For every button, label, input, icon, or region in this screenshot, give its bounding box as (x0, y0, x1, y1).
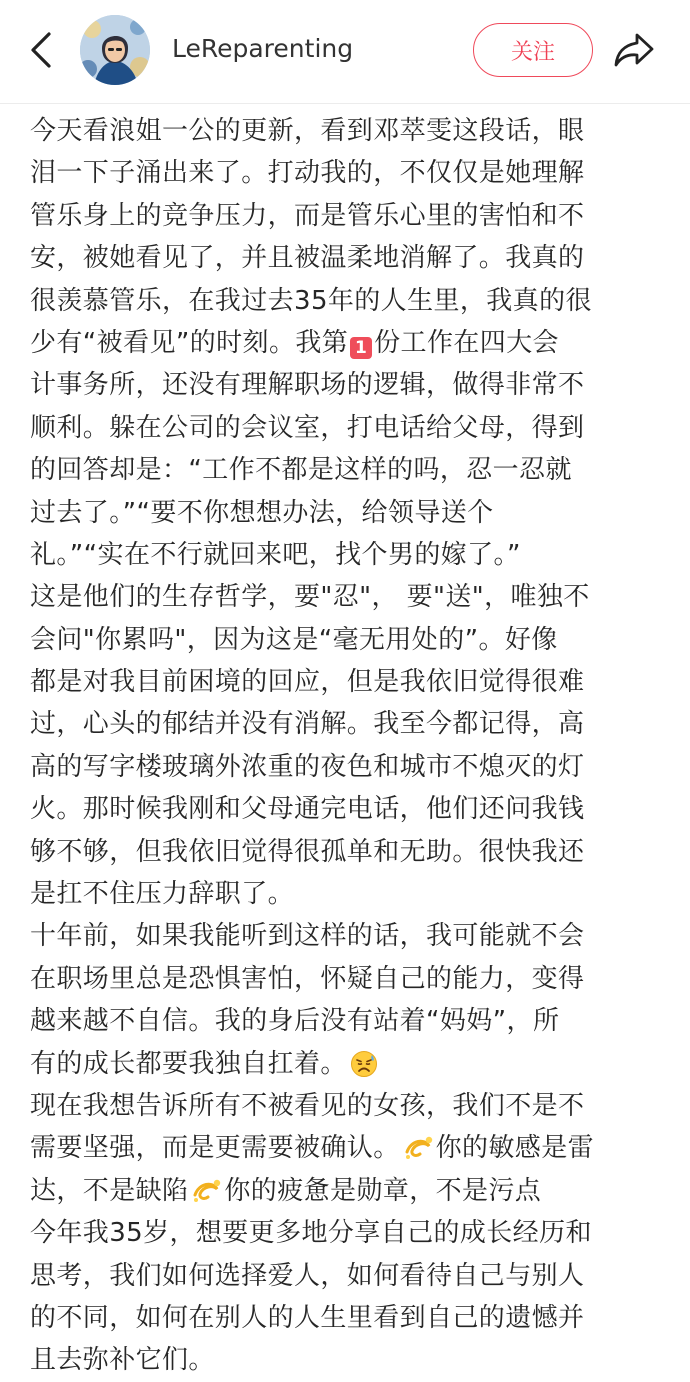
post-line: 的回答却是：“工作不都是这样的吗，忍一忍就 (30, 455, 572, 486)
post-line-text: 少有“被看见”的时刻。我第 (30, 327, 349, 358)
post-line-text: 份工作在四大会 (374, 327, 559, 358)
post-line: 都是对我目前困境的回应，但是我依旧觉得很难 (30, 667, 585, 698)
post-line: 是扛不住压力辞职了。 (30, 879, 295, 910)
post-line: 的不同，如何在别人的人生里看到自己的遗憾并 (30, 1302, 585, 1333)
post-line: 过去了。”“要不你想想办法，给领导送个 (30, 497, 494, 528)
post-line: 越来越不自信。我的身后没有站着“妈妈”，所 (30, 1006, 560, 1037)
post-line: 今天看浪姐一公的更新，看到邓萃雯这段话，眼 (30, 116, 585, 146)
post-line: 泪一下子涌出来了。打动我的，不仅仅是她理解 (30, 158, 585, 189)
keycap-1-emoji: 1 (350, 337, 372, 359)
back-button[interactable] (26, 28, 56, 72)
dizzy-emoji (191, 1177, 221, 1205)
share-arrow-icon (613, 32, 655, 68)
post-header (0, 0, 690, 104)
post-line: 计事务所，还没有理解职场的逻辑，做得非常不 (30, 370, 585, 401)
follow-button[interactable]: 关注 (473, 23, 593, 77)
post-line: 现在我想告诉所有不被看见的女孩，我们不是不 (30, 1090, 585, 1121)
post-line: 在职场里总是恐惧害怕，怀疑自己的能力，变得 (30, 963, 585, 994)
post-line-text: 有的成长都要我独自扛着。 (30, 1048, 347, 1079)
chevron-left-icon (29, 31, 53, 69)
post-line: 安，被她看见了，并且被温柔地消解了。我真的 (30, 243, 585, 274)
author-name[interactable]: LeReparenting (172, 34, 354, 63)
post-line: 思考，我们如何选择爱人，如何看待自己与别人 (30, 1260, 585, 1291)
post-line (30, 322, 670, 364)
post-line-text: 你的敏感是雷 (435, 1133, 595, 1164)
post-line: 管乐身上的竞争压力，而是管乐心里的害怕和不 (30, 200, 585, 231)
post-line: 今年我35岁，想要更多地分享自己的成长经历和 (30, 1218, 592, 1249)
post-line: 够不够，但我依旧觉得很孤单和无助。很快我还 (30, 836, 585, 867)
author-avatar[interactable] (80, 15, 150, 85)
post-line-text: 你的疲惫是勋章，不是污点 (224, 1175, 542, 1206)
post-line: 这是他们的生存哲学，要"忍"， 要"送"，唯独不 (30, 582, 590, 613)
post-line-text: 达，不是缺陷 (30, 1175, 189, 1206)
post-line: 礼。”“实在不行就回来吧，找个男的嫁了。” (30, 539, 521, 570)
post-line: 很羡慕管乐，在我过去35年的人生里，我真的很 (30, 285, 592, 316)
post-line: 十年前，如果我能听到这样的话，我可能就不会 (30, 921, 585, 952)
dizzy-emoji (403, 1134, 433, 1162)
post-line: 会问"你累吗"，因为这是“毫无用处的”。好像 (30, 624, 558, 655)
post-line: 且去弥补它们。 (30, 1345, 215, 1376)
post-line-text: 需要坚强，而是更需要被确认。 (30, 1133, 400, 1164)
avatar-illustration (80, 15, 150, 85)
post-line: 过，心头的郁结并没有消解。我至今都记得，高 (30, 709, 585, 740)
post-line: 顺利。躲在公司的会议室，打电话给父母，得到 (30, 412, 585, 443)
anxious-sweat-face-emoji (350, 1050, 378, 1078)
post-line (30, 1170, 670, 1212)
post-line: 高的写字楼玻璃外浓重的夜色和城市不熄灭的灯 (30, 751, 585, 782)
post-line (30, 1043, 670, 1085)
post-line (30, 1127, 670, 1169)
post-body (0, 104, 670, 1382)
post-line: 火。那时候我刚和父母通完电话，他们还问我钱 (30, 794, 585, 825)
share-button[interactable] (610, 28, 658, 72)
